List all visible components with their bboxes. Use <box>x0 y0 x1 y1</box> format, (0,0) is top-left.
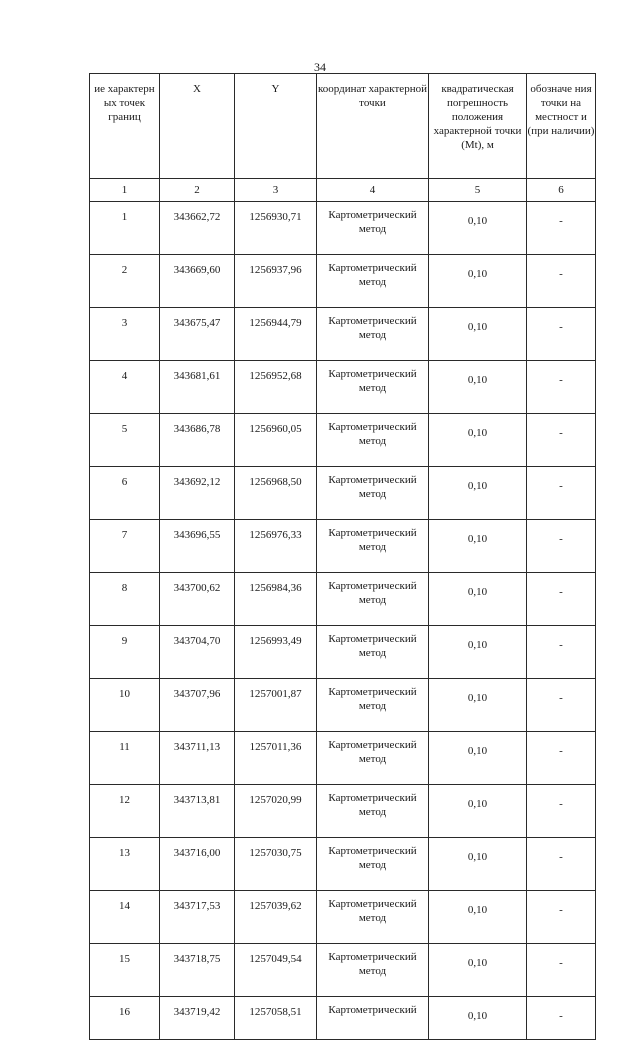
point-number-cell: 11 <box>90 732 160 785</box>
table-row <box>90 520 596 573</box>
method-cell: Картометрический метод <box>317 255 429 308</box>
x-coordinate-cell: 343704,70 <box>160 626 235 679</box>
point-number-cell: 13 <box>90 838 160 891</box>
table-row <box>90 679 596 732</box>
y-coordinate-cell: 1257049,54 <box>235 944 317 997</box>
table-row <box>90 414 596 467</box>
x-coordinate-cell: 343716,00 <box>160 838 235 891</box>
error-cell: 0,10 <box>429 732 527 785</box>
table-row <box>90 467 596 520</box>
method-cell: Картометрический метод <box>317 785 429 838</box>
error-cell: 0,10 <box>429 785 527 838</box>
mark-cell: - <box>527 732 596 785</box>
table-row <box>90 573 596 626</box>
method-cell: Картометрический метод <box>317 626 429 679</box>
table-row <box>90 626 596 679</box>
mark-cell: - <box>527 573 596 626</box>
table-row <box>90 997 596 1040</box>
column-number: 2 <box>160 179 235 202</box>
point-number-cell: 8 <box>90 573 160 626</box>
method-cell: Картометрический метод <box>317 891 429 944</box>
mark-cell: - <box>527 626 596 679</box>
error-cell: 0,10 <box>429 626 527 679</box>
point-number-cell: 2 <box>90 255 160 308</box>
point-number-cell: 16 <box>90 997 160 1040</box>
mark-cell: - <box>527 785 596 838</box>
y-coordinate-cell: 1256976,33 <box>235 520 317 573</box>
point-number-cell: 14 <box>90 891 160 944</box>
coordinates-table <box>89 73 596 1040</box>
page-number: 34 <box>314 60 326 74</box>
mark-cell: - <box>527 997 596 1040</box>
table-row <box>90 202 596 255</box>
y-coordinate-cell: 1257011,36 <box>235 732 317 785</box>
mark-cell: - <box>527 467 596 520</box>
column-number: 1 <box>90 179 160 202</box>
y-coordinate-cell: 1256937,96 <box>235 255 317 308</box>
method-cell: Картометрический метод <box>317 520 429 573</box>
method-cell: Картометрический метод <box>317 202 429 255</box>
column-number: 6 <box>527 179 596 202</box>
error-cell: 0,10 <box>429 520 527 573</box>
error-cell: 0,10 <box>429 361 527 414</box>
x-coordinate-cell: 343669,60 <box>160 255 235 308</box>
column-number-row <box>90 179 596 202</box>
error-cell: 0,10 <box>429 891 527 944</box>
x-coordinate-cell: 343692,12 <box>160 467 235 520</box>
x-coordinate-cell: 343717,53 <box>160 891 235 944</box>
x-coordinate-cell: 343713,81 <box>160 785 235 838</box>
y-coordinate-cell: 1257058,51 <box>235 997 317 1040</box>
mark-cell: - <box>527 414 596 467</box>
method-cell: Картометрический метод <box>317 732 429 785</box>
error-cell: 0,10 <box>429 573 527 626</box>
error-cell: 0,10 <box>429 838 527 891</box>
point-number-cell: 9 <box>90 626 160 679</box>
table-row <box>90 891 596 944</box>
x-coordinate-cell: 343711,13 <box>160 732 235 785</box>
method-cell: Картометрический метод <box>317 467 429 520</box>
table-row <box>90 255 596 308</box>
y-coordinate-cell: 1256952,68 <box>235 361 317 414</box>
header-row <box>90 74 596 179</box>
method-cell: Картометрический <box>317 997 429 1040</box>
point-number-cell: 12 <box>90 785 160 838</box>
column-number: 4 <box>317 179 429 202</box>
header-method: координат характерной точки <box>317 74 429 179</box>
column-number: 5 <box>429 179 527 202</box>
mark-cell: - <box>527 255 596 308</box>
error-cell: 0,10 <box>429 308 527 361</box>
y-coordinate-cell: 1257001,87 <box>235 679 317 732</box>
point-number-cell: 7 <box>90 520 160 573</box>
mark-cell: - <box>527 308 596 361</box>
error-cell: 0,10 <box>429 997 527 1040</box>
x-coordinate-cell: 343675,47 <box>160 308 235 361</box>
mark-cell: - <box>527 891 596 944</box>
x-coordinate-cell: 343707,96 <box>160 679 235 732</box>
error-cell: 0,10 <box>429 944 527 997</box>
x-coordinate-cell: 343686,78 <box>160 414 235 467</box>
x-coordinate-cell: 343719,42 <box>160 997 235 1040</box>
y-coordinate-cell: 1256984,36 <box>235 573 317 626</box>
mark-cell: - <box>527 202 596 255</box>
method-cell: Картометрический метод <box>317 573 429 626</box>
x-coordinate-cell: 343696,55 <box>160 520 235 573</box>
header-mark: обозначе ния точки на местност и (при наличии) <box>527 74 596 179</box>
y-coordinate-cell: 1256960,05 <box>235 414 317 467</box>
mark-cell: - <box>527 838 596 891</box>
mark-cell: - <box>527 679 596 732</box>
x-coordinate-cell: 343681,61 <box>160 361 235 414</box>
y-coordinate-cell: 1257039,62 <box>235 891 317 944</box>
table-row <box>90 308 596 361</box>
table-body <box>90 202 596 1040</box>
column-number: 3 <box>235 179 317 202</box>
error-cell: 0,10 <box>429 679 527 732</box>
y-coordinate-cell: 1257030,75 <box>235 838 317 891</box>
method-cell: Картометрический метод <box>317 944 429 997</box>
method-cell: Картометрический метод <box>317 838 429 891</box>
error-cell: 0,10 <box>429 202 527 255</box>
mark-cell: - <box>527 520 596 573</box>
mark-cell: - <box>527 361 596 414</box>
error-cell: 0,10 <box>429 255 527 308</box>
method-cell: Картометрический метод <box>317 679 429 732</box>
method-cell: Картометрический метод <box>317 308 429 361</box>
x-coordinate-cell: 343700,62 <box>160 573 235 626</box>
table-row <box>90 785 596 838</box>
y-coordinate-cell: 1257020,99 <box>235 785 317 838</box>
header-error: квадратическая погрешность положения характерной точки (Mt), м <box>429 74 527 179</box>
point-number-cell: 1 <box>90 202 160 255</box>
point-number-cell: 15 <box>90 944 160 997</box>
table-row <box>90 361 596 414</box>
point-number-cell: 6 <box>90 467 160 520</box>
point-number-cell: 3 <box>90 308 160 361</box>
point-number-cell: 4 <box>90 361 160 414</box>
mark-cell: - <box>527 944 596 997</box>
header-y: Y <box>235 74 317 179</box>
header-x: X <box>160 74 235 179</box>
header-point-number: ие характерн ых точек границ <box>90 74 160 179</box>
x-coordinate-cell: 343662,72 <box>160 202 235 255</box>
x-coordinate-cell: 343718,75 <box>160 944 235 997</box>
error-cell: 0,10 <box>429 467 527 520</box>
error-cell: 0,10 <box>429 414 527 467</box>
table-row <box>90 944 596 997</box>
y-coordinate-cell: 1256968,50 <box>235 467 317 520</box>
y-coordinate-cell: 1256993,49 <box>235 626 317 679</box>
y-coordinate-cell: 1256930,71 <box>235 202 317 255</box>
method-cell: Картометрический метод <box>317 414 429 467</box>
y-coordinate-cell: 1256944,79 <box>235 308 317 361</box>
point-number-cell: 10 <box>90 679 160 732</box>
method-cell: Картометрический метод <box>317 361 429 414</box>
table-row <box>90 732 596 785</box>
table-row <box>90 838 596 891</box>
point-number-cell: 5 <box>90 414 160 467</box>
